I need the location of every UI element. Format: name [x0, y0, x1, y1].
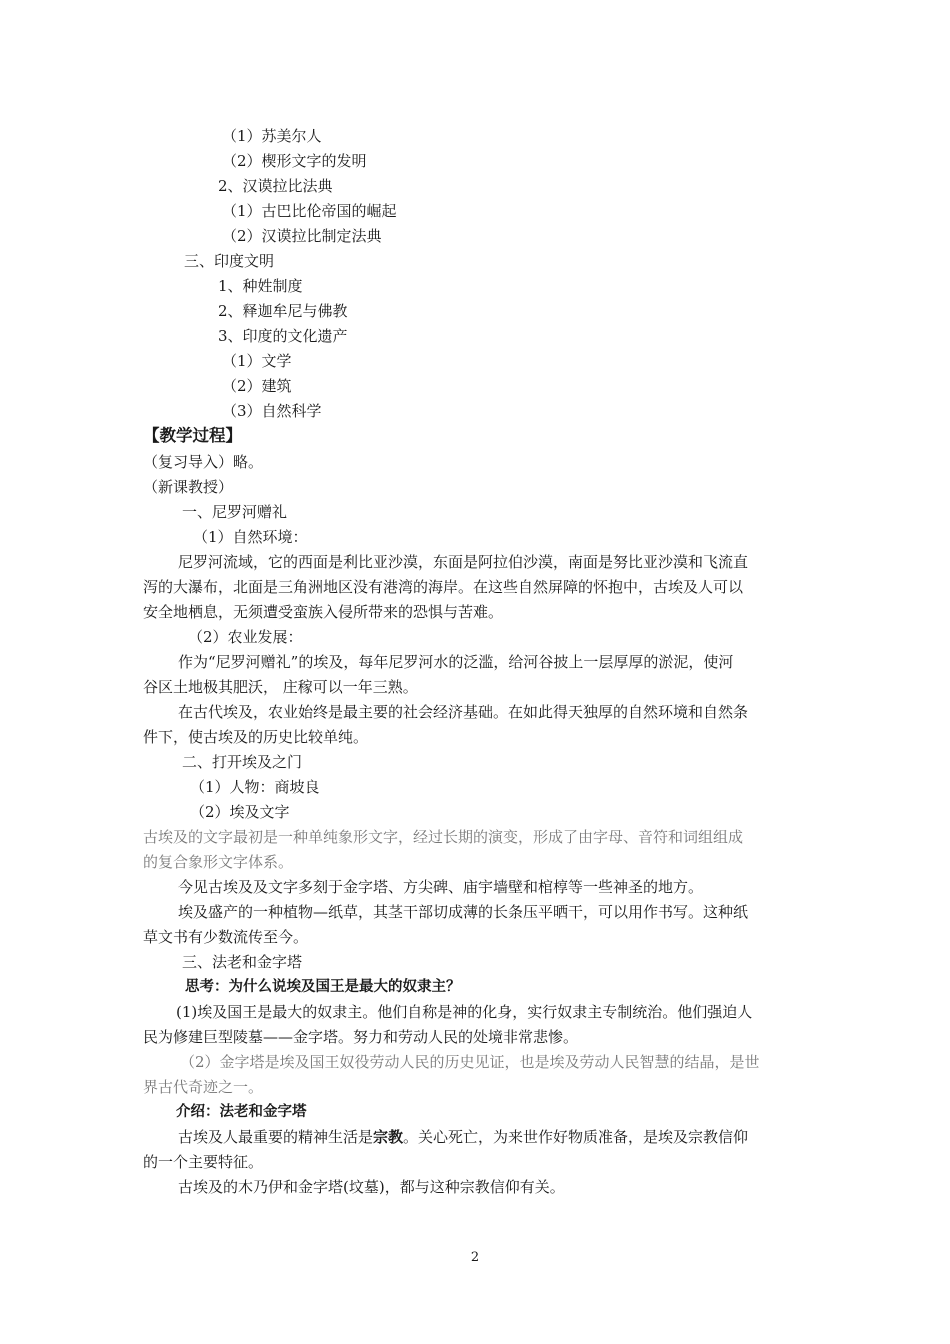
outline-item: 2、汉谟拉比法典: [218, 177, 333, 195]
env-label: （1）自然环境：: [193, 528, 308, 546]
paragraph-line: 界古代奇迹之一。: [143, 1078, 264, 1096]
part3-title: 三、法老和金字塔: [182, 953, 303, 971]
paragraph-line: 泻的大瀑布，北面是三角洲地区没有港湾的海岸。在这些自然屏障的怀抱中，古埃及人可以: [143, 578, 744, 596]
new-lesson-line: （新课教授）: [143, 478, 234, 496]
outline-item: （1）古巴比伦帝国的崛起: [222, 202, 397, 220]
script-label: （2）埃及文字: [190, 803, 290, 821]
religion-line: [178, 1127, 748, 1147]
paragraph-line: 件下，使古埃及的历史比较单纯。: [143, 728, 369, 746]
paragraph-line: 古埃及的木乃伊和金字塔(坟墓)，都与这种宗教信仰有关。: [178, 1178, 565, 1196]
outline-item: 2、释迦牟尼与佛教: [218, 302, 348, 320]
paragraph-line: 作为“尼罗河赠礼”的埃及，每年尼罗河水的泛滥，给河谷披上一层厚厚的淤泥，使河: [178, 653, 734, 671]
paragraph-line: 尼罗河流域，它的西面是利比亚沙漠，东面是阿拉伯沙漠，南面是努比亚沙漠和飞流直: [178, 553, 749, 571]
religion-text: 。关心死亡，为来世作好物质准备，是埃及宗教信仰: [403, 1128, 749, 1146]
paragraph-line: 今见古埃及及文字多刻于金字塔、方尖碑、庙宇墙壁和棺椁等一些神圣的地方。: [178, 878, 704, 896]
religion-text: 古埃及人最重要的精神生活是: [178, 1128, 374, 1146]
part2-title: 二、打开埃及之门: [182, 753, 303, 771]
paragraph-line: 民为修建巨型陵墓——金字塔。努力和劳动人民的处境非常悲惨。: [143, 1028, 579, 1046]
paragraph-line: (1)埃及国王是最大的奴隶主。他们自称是神的化身，实行奴隶主专制统治。他们强迫人: [176, 1003, 753, 1021]
review-line: （复习导入）略。: [143, 453, 264, 471]
paragraph-line: 的一个主要特征。: [143, 1153, 264, 1171]
person-line: （1）人物：商坡良: [190, 778, 320, 796]
outline-item: （2）楔形文字的发明: [222, 152, 367, 170]
think-question: 思考：为什么说埃及国王是最大的奴隶主？: [185, 979, 461, 995]
section-header: 【教学过程】: [143, 426, 242, 445]
outline-item: （2）汉谟拉比制定法典: [222, 227, 382, 245]
paragraph-line: 的复合象形文字体系。: [143, 853, 294, 871]
outline-item: （1）苏美尔人: [222, 127, 322, 145]
paragraph-line: 草文书有少数流传至今。: [143, 928, 309, 946]
intro-label: 介绍：法老和金字塔: [176, 1104, 307, 1120]
paragraph-line: 埃及盛产的一种植物—纸草，其茎干部切成薄的长条压平晒干，可以用作书写。这种纸: [178, 903, 749, 921]
agri-label: （2）农业发展：: [188, 628, 303, 646]
paragraph-line: （2）金字塔是埃及国王奴役劳动人民的历史见证，也是埃及劳动人民智慧的结晶，是世: [180, 1053, 760, 1071]
outline-item: 3、印度的文化遗产: [218, 327, 348, 345]
page-number: 2: [470, 1250, 480, 1265]
outline-item: （3）自然科学: [222, 402, 322, 420]
paragraph-line: 安全地栖息，无须遭受蛮族入侵所带来的恐惧与苦难。: [143, 603, 504, 621]
part1-title: 一、尼罗河赠礼: [182, 503, 288, 521]
outline-item: （2）建筑: [222, 377, 292, 395]
outline-item: （1）文学: [222, 352, 292, 370]
paragraph-line: 古埃及的文字最初是一种单纯象形文字，经过长期的演变，形成了由字母、音符和词组组成: [143, 828, 744, 846]
outline-heading: 三、印度文明: [184, 252, 275, 270]
outline-item: 1、种姓制度: [218, 277, 303, 295]
religion-keyword: 宗教: [373, 1128, 404, 1146]
paragraph-line: 谷区土地极其肥沃， 庄稼可以一年三熟。: [143, 678, 418, 696]
paragraph-line: 在古代埃及，农业始终是最主要的社会经济基础。在如此得天独厚的自然环境和自然条: [178, 703, 749, 721]
